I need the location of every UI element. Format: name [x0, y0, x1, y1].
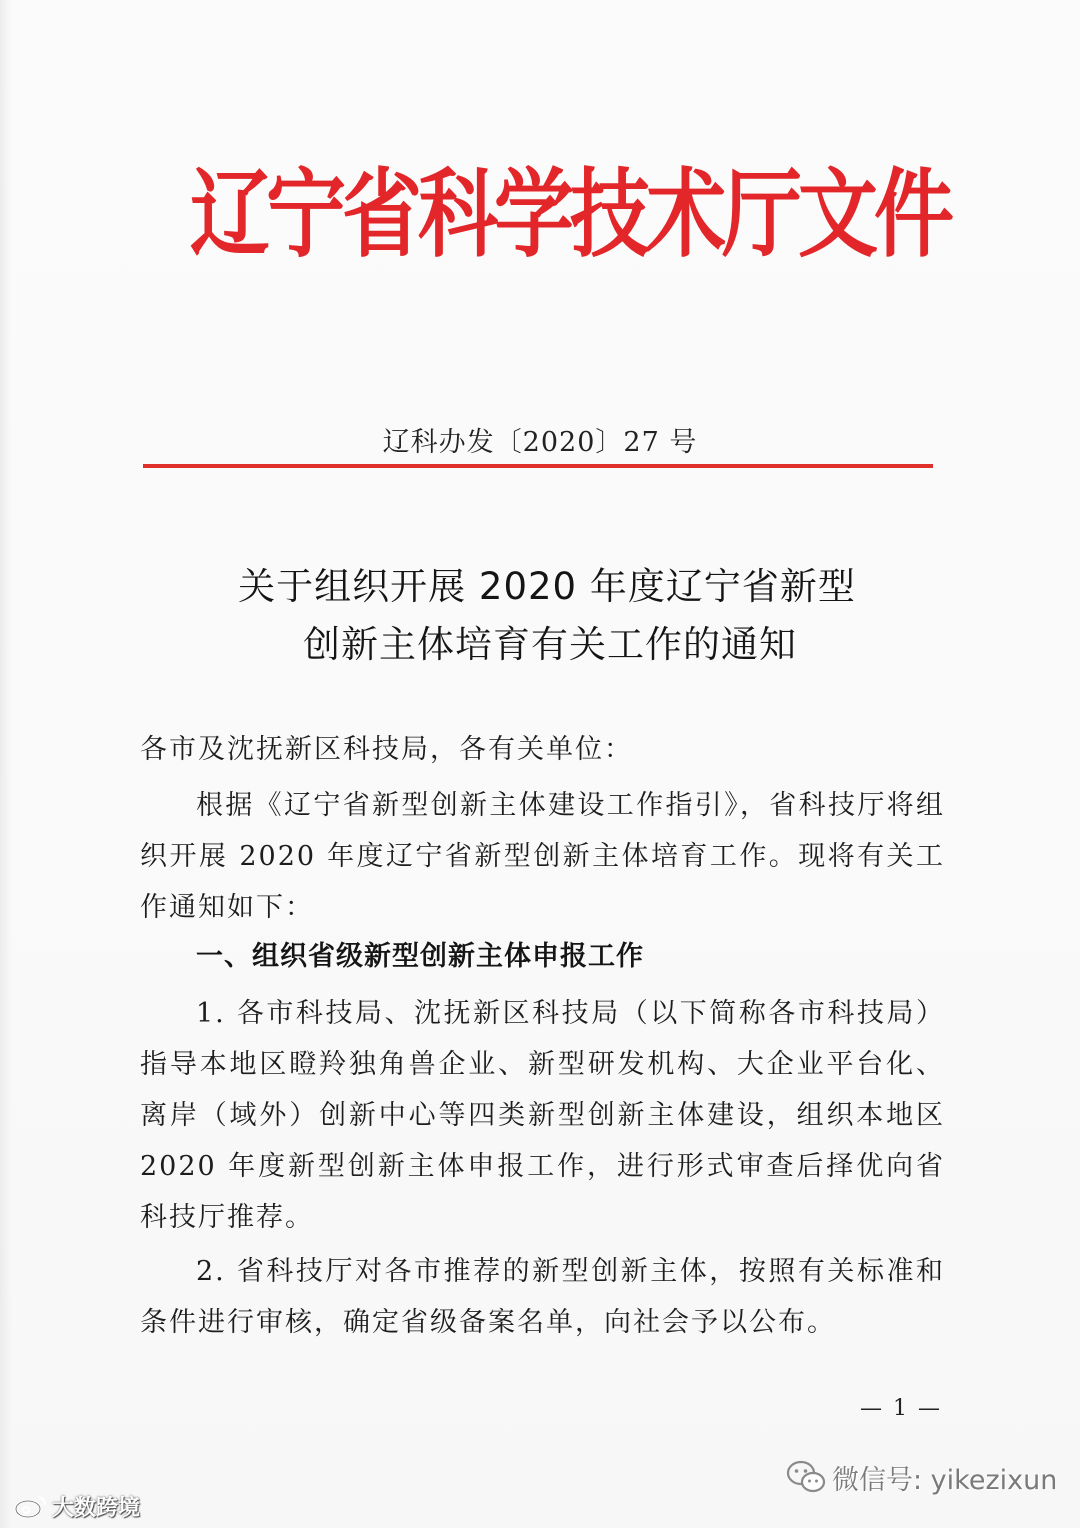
scan-edge-shadow	[0, 0, 12, 1528]
document-number: 辽科办发〔2020〕27 号	[382, 427, 698, 458]
weibo-logo-icon	[14, 1493, 48, 1519]
salutation: 各市及沈抚新区科技局，各有关单位：	[140, 734, 633, 765]
list-item-2: 2. 省科技厅对各市推荐的新型创新主体，按照有关标准和条件进行审核，确定省级备案名单，向社会予以公布。	[140, 1256, 945, 1338]
body-paragraph-1: 根据《辽宁省新型创新主体建设工作指引》，省科技厅将组织开展 2020 年度辽宁省新型创新主体培育工作。现将有关工作通知如下：	[140, 790, 945, 923]
wechat-icon	[786, 1460, 826, 1494]
red-divider-line	[143, 464, 933, 468]
section-heading-1: 一、组织省级新型创新主体申报工作	[196, 941, 644, 972]
wechat-id-watermark: 微信号: yikezixun	[832, 1465, 1058, 1496]
corner-brand-watermark: 大数跨境	[52, 1496, 141, 1521]
red-header-title: 辽宁省科学技术厅文件	[190, 158, 950, 271]
list-item-1: 1. 各市科技局、沈抚新区科技局（以下简称各市科技局）指导本地区瞪羚独角兽企业、新型研发机构、大企业平台化、离岸（域外）创新中心等四类新型创新主体建设，组织本地区 2020 年度新型创新主体申报工作，进行形式审查后择优向省科技厅推荐。	[140, 998, 945, 1233]
notice-title-line-1: 关于组织开展 2020 年度辽宁省新型	[238, 565, 856, 608]
page-number: — 1 —	[860, 1396, 942, 1421]
notice-title-line-2: 创新主体培育有关工作的通知	[303, 623, 797, 666]
